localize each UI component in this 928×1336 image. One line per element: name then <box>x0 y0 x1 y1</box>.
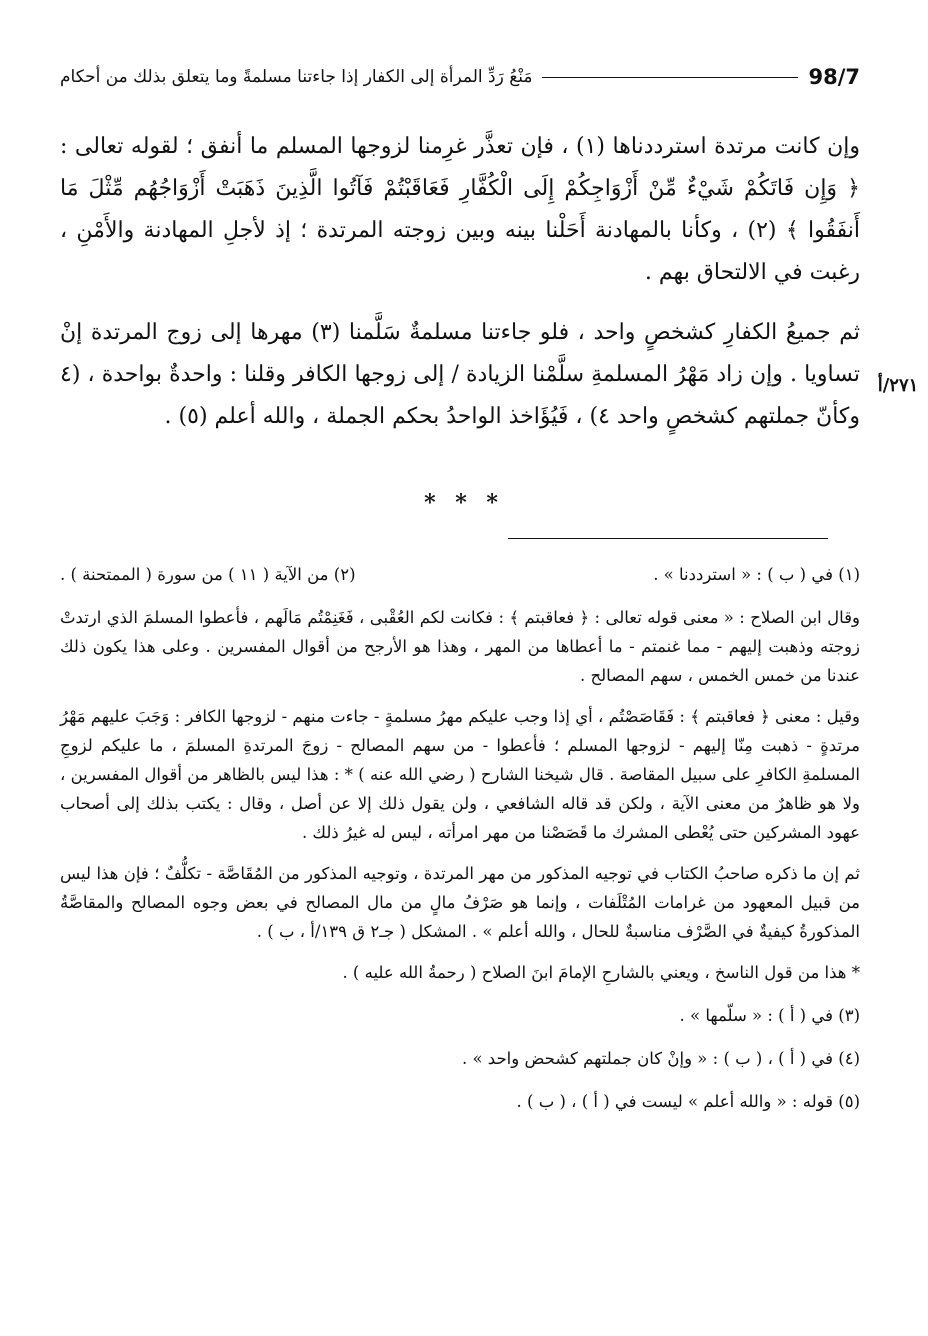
body-paragraph-2: ثم جميعُ الكفارِ كشخصٍ واحد ، فلو جاءتنا مسلمةٌ سَلَّمنا (٣) مهرها إلى زوج المرتدة إنْ تساويا . وإن زاد مَهْرُ المسلمةِ سلَّمْنا الزيادة / إلى زوجها الكافر وقلنا : واحدةٌ بواحدة ، (٤ وكأنّ جملتهم كشخصٍ واحد ٤) ، فَيُؤَاخذ الواحدُ بحكم الجملة ، والله أعلم (٥) . <box>60 320 860 429</box>
page-number: 98/7 <box>808 65 860 89</box>
footnote-3: (٣) في ( أ ) : « سلّمها » . <box>679 1006 860 1025</box>
footnote-5: (٥) قوله : « والله أعلم » ليست في ( أ ) ، ( ب ) . <box>516 1092 860 1111</box>
footnote-1: (١) في ( ب ) : « استرددنا » . <box>653 565 860 584</box>
footnote-commentary-3: ثم إن ما ذكره صاحبُ الكتاب في توجيه المذكور من مهر المرتدة ، وتوجيه المذكور من المُقَاصَّة - تكلُّفٌ ؛ فإن هذا ليس من قبيل المعهود من غرامات المُتْلَفات ، وإنما هو صَرْفُ مالٍ من مال المصالح في بعض وجوه المصالح والمقاصَّةُ المذكورةُ كيفيةٌ في الصَّرْف مناسبةٌ للحال ، والله أعلم » . المشكل ( جـ٢ ق ١٣٩/أ ، ب ) . <box>60 864 860 941</box>
footnotes <box>60 560 860 1130</box>
folio-margin-note: ٢٧١/أ <box>877 375 919 396</box>
body-paragraph-1: وإن كانت مرتدة استرددناها (١) ، فإن تعذَّر غرِمنا لزوجها المسلم ما أنفق ؛ لقوله تعالى : ﴿ وَإِن فَاتَكُمْ شَيْءٌ مِّنْ أَزْوَاجِكُمْ إِلَى الْكُفَّارِ فَعَاقَبْتُمْ فَآتُوا الَّذِينَ ذَهَبَتْ أَزْوَاجُهُم مِّثْلَ مَا أَنفَقُوا ﴾ (٢) ، وكأنا بالمهادنة أَحَلْنا بينه وبين زوجته المرتدة ؛ إذ لأجلِ المهادنة والأَمْنِ ، رغبت في الالتحاق بهم . <box>60 134 860 285</box>
footnote-rule <box>508 538 828 539</box>
footnote-4: (٤) في ( أ ) ، ( ب ) : « وإنْ كان جملتهم كشحض واحد » . <box>461 1049 860 1068</box>
copyist-note: * هذا من قول الناسخ ، ويعني بالشارحِ الإمامَ ابنَ الصلاح ( رحمةُ الله عليه ) . <box>342 963 860 982</box>
footnote-row-1-2 <box>60 560 860 589</box>
footnote-2: (٢) من الآية ( ١١ ) من سورة ( الممتحنة ) . <box>60 565 356 584</box>
section-separator: * * * <box>424 490 504 516</box>
footnote-commentary-1: وقال ابن الصلاح : « معنى قوله تعالى : ﴿ فعاقبتم ﴾ : فكانت لكم العُقْبى ، فَغَنِمْتُم مَالَهم ، فأعطوا المسلمَ الذي ارتدتْ زوجته وذهبت إليهم - مما غنمتم - ما أعطاها من المهر ، وهذا هو الأرجح من أقوال المفسرين . وعلى هذا يكون ذلك عندنا من خمس الخمس ، سهم المصالح . <box>60 608 860 685</box>
running-header <box>60 60 860 94</box>
main-text <box>60 126 860 456</box>
footnote-commentary-2: وقيل : معنى ﴿ فعاقبتم ﴾ : فَقَاصَصْتُم ، أي إذا وجب عليكم مهرُ مسلمةٍ - جاءت منهم - لزوجها الكافر : وَجَبَ عليهم مَهْرُ مرتدةٍ - ذهبت مِنّا إليهم - لزوجها المسلم ؛ فأعطوا - من سهم المصالح - زوجَ المرتدةِ المسلمَ ، ما عليكم لزوجِ المسلمةِ الكافرِ على سبيل المقاصة . قال شيخنا الشارح ( رضي الله عنه ) * : هذا ليس بالظاهر من أقوال المفسرين ، ولا هو ظاهرٌ من معنى الآية ، ولكن قد قاله الشافعي ، ولن يقول ذلك إلا عن أصل ، وقال : يكتب بذلك إلى أصحاب عهود المشركين حتى يُعْطى المشرك ما قَصَصْنا من مهر امرأته ، ليس له غيرُ ذلك . <box>60 707 860 842</box>
running-title: مَنْعُ رَدِّ المرأة إلى الكفار إذا جاءتنا مسلمةً وما يتعلق بذلك من أحكام <box>60 67 533 87</box>
header-rule <box>542 77 798 78</box>
